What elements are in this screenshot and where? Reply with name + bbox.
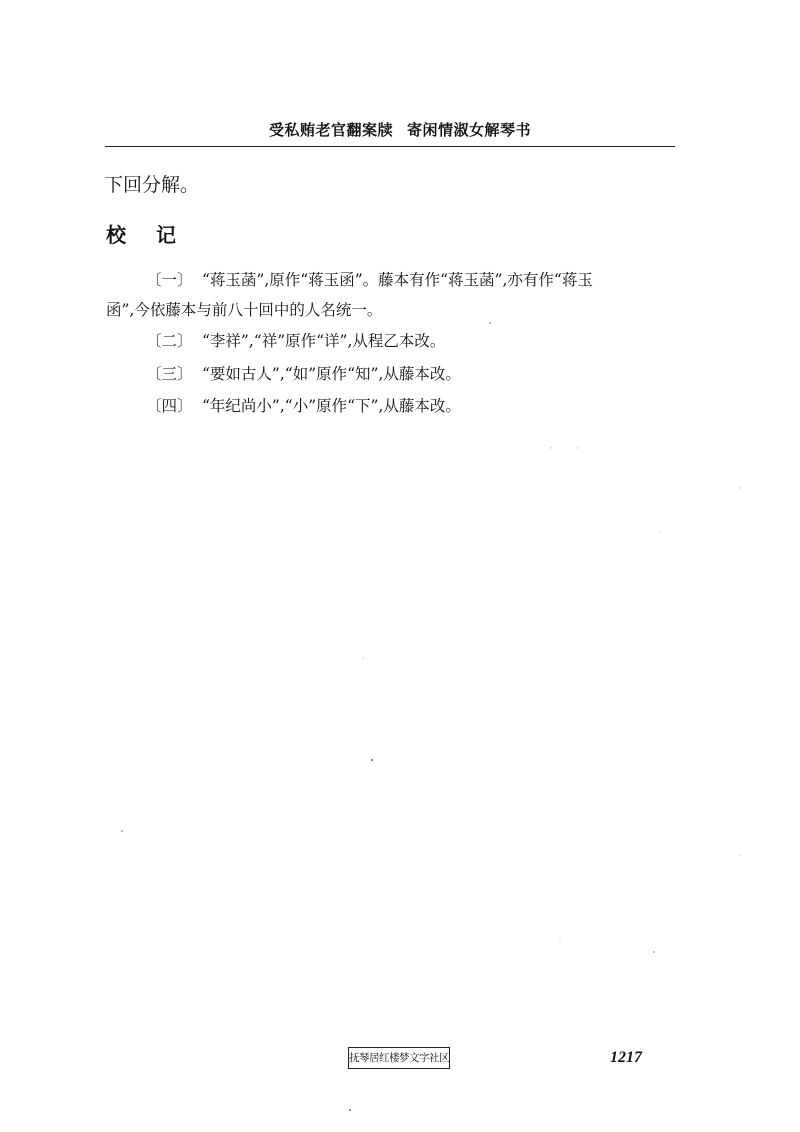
speck <box>371 759 373 761</box>
speck <box>739 487 740 488</box>
running-header-right: 寄闲情淑女解琴书 <box>407 121 532 139</box>
note-1-marker: 〔一〕 <box>146 271 193 289</box>
page-number: 1217 <box>610 1049 642 1066</box>
note-1-text: “蒋玉菡”,原作“蒋玉函”。藤本有作“蒋玉菡”,亦有作“蒋玉 <box>202 271 593 289</box>
speck <box>659 531 660 532</box>
speck <box>739 854 740 855</box>
note-1-continuation: 函”,今依藤本与前八十回中的人名统一。 <box>106 301 383 319</box>
note-3-text: “要如古人”,“如”原作“知”,从藤本改。 <box>202 365 461 383</box>
speck <box>559 937 560 938</box>
speck <box>577 447 578 448</box>
speck <box>550 447 551 448</box>
note-4-marker: 〔四〕 <box>146 397 193 415</box>
note-4-text: “年纪尚小”,“小”原作“下”,从藤本改。 <box>202 397 461 415</box>
running-header-left: 受私贿老官翻案牍 <box>268 121 393 139</box>
speck <box>489 322 491 324</box>
continuation-text: 下回分解。 <box>104 174 200 196</box>
speck <box>653 951 655 953</box>
source-stamp: 抚琴居红楼梦文字社区 <box>348 1047 450 1069</box>
note-2-text: “李祥”,“祥”原作“详”,从程乙本改。 <box>202 332 446 350</box>
speck <box>362 657 363 658</box>
speck <box>349 1109 351 1111</box>
speck <box>121 830 123 832</box>
note-2-marker: 〔二〕 <box>146 332 193 350</box>
section-title: 校记 <box>106 223 206 247</box>
note-3-marker: 〔三〕 <box>146 365 193 383</box>
